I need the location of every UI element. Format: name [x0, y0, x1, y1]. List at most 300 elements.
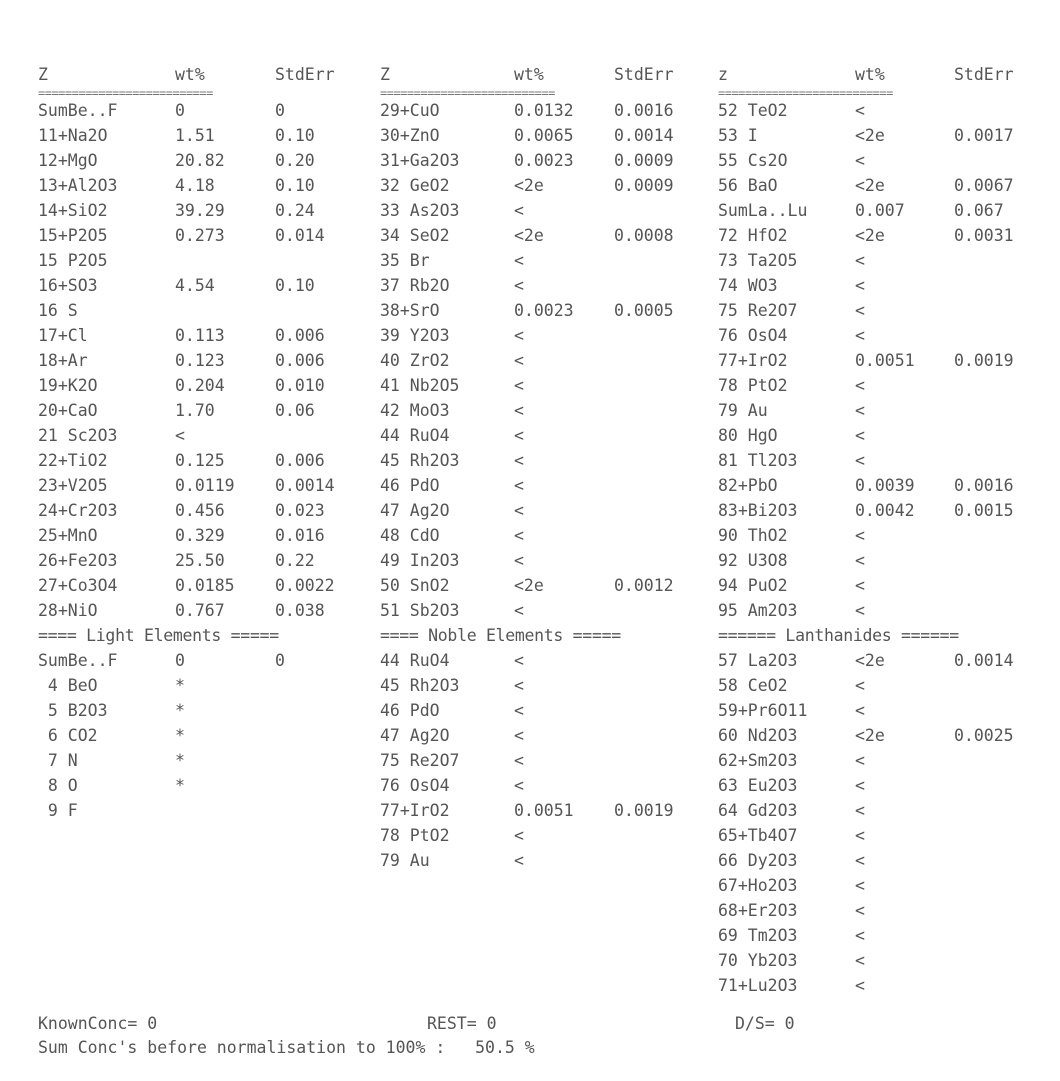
wt-value: 1.70 — [175, 401, 215, 420]
element-name: 62+Sm2O3 — [718, 751, 798, 770]
wt-value: * — [175, 751, 185, 770]
table-row — [718, 773, 1036, 798]
section-title-noble-elements: ==== Noble Elements ===== — [380, 626, 621, 645]
element-name: 32 GeO2 — [380, 176, 450, 195]
wt-value: < — [855, 551, 865, 570]
element-name: 45 Rh2O3 — [380, 676, 460, 695]
table-row — [38, 248, 356, 273]
section-title-lanthanides: ====== Lanthanides ====== — [718, 626, 959, 645]
element-name: 38+SrO — [380, 301, 440, 320]
table-row — [38, 423, 356, 448]
table-row — [718, 873, 1036, 898]
table-row — [38, 723, 356, 748]
wt-value: < — [514, 726, 524, 745]
table-row — [718, 598, 1036, 623]
table-row — [718, 323, 1036, 348]
stderr-value: 0.067 — [954, 201, 1004, 220]
table-row — [38, 673, 356, 698]
wt-value: < — [855, 276, 865, 295]
table-row — [380, 398, 698, 423]
stderr-value: 0.24 — [275, 201, 315, 220]
table-row — [718, 273, 1036, 298]
known-conc-label: KnownConc= 0 — [38, 1014, 158, 1033]
stderr-value: 0.0019 — [954, 351, 1014, 370]
element-name: 80 HgO — [718, 426, 778, 445]
table-row — [380, 198, 698, 223]
element-name: 48 CdO — [380, 526, 440, 545]
header-stderr: StdErr — [275, 65, 335, 84]
table-row — [718, 798, 1036, 823]
wt-value: < — [514, 476, 524, 495]
wt-value: 0 — [175, 101, 185, 120]
table-row — [718, 748, 1036, 773]
table-row — [380, 123, 698, 148]
element-name: 79 Au — [380, 851, 430, 870]
stderr-value: 0.0016 — [954, 476, 1014, 495]
element-name: 69 Tm2O3 — [718, 926, 798, 945]
stderr-value: 0 — [275, 651, 285, 670]
table-row — [380, 248, 698, 273]
element-name: 72 HfO2 — [718, 226, 788, 245]
element-name: 77+IrO2 — [380, 801, 450, 820]
table-row — [380, 498, 698, 523]
table-row — [718, 148, 1036, 173]
stderr-value: 0.006 — [275, 351, 325, 370]
stderr-value: 0.010 — [275, 376, 325, 395]
wt-value: < — [514, 826, 524, 845]
wt-value: 0.204 — [175, 376, 225, 395]
wt-value: 0.0039 — [855, 476, 915, 495]
stderr-value: 0.014 — [275, 226, 325, 245]
stderr-value: 0.038 — [275, 601, 325, 620]
stderr-value: 0.006 — [275, 451, 325, 470]
element-name: 46 PdO — [380, 476, 440, 495]
table-row — [38, 98, 356, 123]
header-stderr: StdErr — [954, 65, 1014, 84]
element-name: 14+SiO2 — [38, 201, 108, 220]
table-row — [380, 723, 698, 748]
element-name: 8 O — [38, 776, 78, 795]
wt-value: < — [855, 301, 865, 320]
element-name: 20+CaO — [38, 401, 98, 420]
wt-value: <2e — [514, 176, 544, 195]
element-name: SumLa..Lu — [718, 201, 808, 220]
stderr-value: 0.006 — [275, 326, 325, 345]
wt-value: 0.456 — [175, 501, 225, 520]
table-row — [380, 373, 698, 398]
element-name: 51 Sb2O3 — [380, 601, 460, 620]
wt-value: 4.54 — [175, 276, 215, 295]
element-name: 58 CeO2 — [718, 676, 788, 695]
table-row — [380, 348, 698, 373]
table-row — [38, 798, 356, 823]
element-name: 13+Al2O3 — [38, 176, 118, 195]
element-name: 73 Ta2O5 — [718, 251, 798, 270]
table-row — [718, 298, 1036, 323]
table-row — [718, 948, 1036, 973]
table-row — [38, 748, 356, 773]
table-row — [38, 448, 356, 473]
wt-value: < — [855, 776, 865, 795]
wt-value: 0 — [175, 651, 185, 670]
element-name: 21 Sc2O3 — [38, 426, 118, 445]
element-name: 95 Am2O3 — [718, 601, 798, 620]
stderr-value: 0.0014 — [954, 651, 1014, 670]
noble-element-rows — [380, 648, 698, 873]
table-row — [718, 498, 1036, 523]
element-name: 5 B2O3 — [38, 701, 108, 720]
wt-value: < — [514, 776, 524, 795]
table-row — [718, 373, 1036, 398]
table-row — [380, 698, 698, 723]
wt-value: <2e — [855, 176, 885, 195]
wt-value: * — [175, 776, 185, 795]
element-name: 26+Fe2O3 — [38, 551, 118, 570]
table-row — [38, 698, 356, 723]
element-name: 76 OsO4 — [718, 326, 788, 345]
stderr-value: 0.0017 — [954, 126, 1014, 145]
header-wt: wt% — [514, 65, 544, 84]
table-row — [38, 123, 356, 148]
element-name: 82+PbO — [718, 476, 778, 495]
element-name: 4 BeO — [38, 676, 98, 695]
element-name: 81 Tl2O3 — [718, 451, 798, 470]
wt-value: <2e — [855, 651, 885, 670]
wt-value: 0.0119 — [175, 476, 235, 495]
table-row — [718, 548, 1036, 573]
wt-value: < — [855, 976, 865, 995]
wt-value: < — [175, 426, 185, 445]
wt-value: < — [514, 501, 524, 520]
wt-value: * — [175, 701, 185, 720]
wt-value: < — [855, 751, 865, 770]
stderr-value: 0.0014 — [614, 126, 674, 145]
wt-value: 0.767 — [175, 601, 225, 620]
header-rule: ========================== — [38, 88, 213, 98]
table-row — [718, 173, 1036, 198]
element-name: 68+Er2O3 — [718, 901, 798, 920]
wt-value: < — [855, 701, 865, 720]
wt-value: < — [855, 451, 865, 470]
stderr-value: 0.10 — [275, 126, 315, 145]
element-name: 15 P2O5 — [38, 251, 108, 270]
wt-value: < — [855, 926, 865, 945]
table-row — [380, 223, 698, 248]
table-row — [380, 573, 698, 598]
stderr-value: 0.0012 — [614, 576, 674, 595]
table-row — [38, 598, 356, 623]
column-header — [38, 62, 356, 88]
table-row — [380, 673, 698, 698]
table-row — [380, 173, 698, 198]
wt-value: < — [514, 751, 524, 770]
element-name: 19+K2O — [38, 376, 98, 395]
table-row — [718, 448, 1036, 473]
element-name: 52 TeO2 — [718, 101, 788, 120]
element-name: 66 Dy2O3 — [718, 851, 798, 870]
element-name: SumBe..F — [38, 101, 118, 120]
stderr-value: 0.0005 — [614, 301, 674, 320]
stderr-value: 0.10 — [275, 176, 315, 195]
element-name: 23+V2O5 — [38, 476, 108, 495]
table-row — [718, 223, 1036, 248]
element-name: 47 Ag2O — [380, 726, 450, 745]
wt-value: 1.51 — [175, 126, 215, 145]
wt-value: < — [514, 601, 524, 620]
table-row — [38, 273, 356, 298]
wt-value: < — [514, 251, 524, 270]
table-row — [718, 923, 1036, 948]
table-row — [380, 798, 698, 823]
wt-value: < — [514, 551, 524, 570]
element-name: 90 ThO2 — [718, 526, 788, 545]
element-name: 9 F — [38, 801, 78, 820]
table-row — [380, 148, 698, 173]
table-row — [718, 898, 1036, 923]
wt-value: < — [855, 101, 865, 120]
wt-value: 0.0185 — [175, 576, 235, 595]
table-row — [380, 473, 698, 498]
stderr-value: 0.016 — [275, 526, 325, 545]
element-name: 7 N — [38, 751, 78, 770]
element-name: 40 ZrO2 — [380, 351, 450, 370]
table-row — [38, 398, 356, 423]
wt-value: < — [855, 576, 865, 595]
wt-value: * — [175, 726, 185, 745]
table-row — [38, 323, 356, 348]
table-row — [718, 673, 1036, 698]
column-2 — [380, 62, 698, 873]
table-row — [38, 648, 356, 673]
stderr-value: 0.06 — [275, 401, 315, 420]
table-row — [718, 398, 1036, 423]
header-z: Z — [38, 65, 48, 84]
stderr-value: 0.22 — [275, 551, 315, 570]
stderr-value: 0.0067 — [954, 176, 1014, 195]
table-row — [718, 248, 1036, 273]
element-name: 15+P2O5 — [38, 226, 108, 245]
table-row — [718, 848, 1036, 873]
header-z: z — [718, 65, 728, 84]
stderr-value: 0.023 — [275, 501, 325, 520]
element-name: 6 CO2 — [38, 726, 98, 745]
wt-value: 0.0023 — [514, 301, 574, 320]
wt-value: < — [514, 326, 524, 345]
stderr-value: 0.0015 — [954, 501, 1014, 520]
light-element-rows — [38, 648, 356, 823]
table-row — [380, 823, 698, 848]
wt-value: 0.0042 — [855, 501, 915, 520]
stderr-value: 0 — [275, 101, 285, 120]
wt-value: < — [514, 526, 524, 545]
main-rows — [718, 98, 1036, 623]
wt-value: < — [855, 876, 865, 895]
wt-value: < — [855, 676, 865, 695]
element-name: 35 Br — [380, 251, 430, 270]
column-3 — [718, 62, 1036, 998]
table-row — [38, 148, 356, 173]
wt-value: < — [855, 326, 865, 345]
wt-value: < — [514, 376, 524, 395]
table-row — [718, 573, 1036, 598]
table-row — [38, 548, 356, 573]
element-name: 39 Y2O3 — [380, 326, 450, 345]
element-name: 16 S — [38, 301, 78, 320]
stderr-value: 0.0008 — [614, 226, 674, 245]
table-row — [718, 523, 1036, 548]
element-name: 53 I — [718, 126, 758, 145]
table-row — [718, 98, 1036, 123]
element-name: 59+Pr6O11 — [718, 701, 808, 720]
stderr-value: 0.10 — [275, 276, 315, 295]
wt-value: < — [855, 426, 865, 445]
table-row — [380, 98, 698, 123]
element-name: 65+Tb4O7 — [718, 826, 798, 845]
sum-conc-label: Sum Conc's before normalisation to 100% : 50.5 % — [38, 1038, 535, 1057]
element-name: 11+Na2O — [38, 126, 108, 145]
table-row — [718, 423, 1036, 448]
element-name: 42 MoO3 — [380, 401, 450, 420]
element-name: 57 La2O3 — [718, 651, 798, 670]
table-row — [38, 773, 356, 798]
wt-value: < — [855, 151, 865, 170]
element-name: 33 As2O3 — [380, 201, 460, 220]
wt-value: 0.273 — [175, 226, 225, 245]
stderr-value: 0.0019 — [614, 801, 674, 820]
wt-value: 0.0132 — [514, 101, 574, 120]
element-name: 50 SnO2 — [380, 576, 450, 595]
element-name: 29+CuO — [380, 101, 440, 120]
wt-value: 0.329 — [175, 526, 225, 545]
wt-value: < — [514, 451, 524, 470]
element-name: SumBe..F — [38, 651, 118, 670]
table-row — [380, 548, 698, 573]
wt-value: <2e — [855, 226, 885, 245]
header-wt: wt% — [175, 65, 205, 84]
element-name: 41 Nb2O5 — [380, 376, 460, 395]
table-row — [718, 698, 1036, 723]
stderr-value: 0.0014 — [275, 476, 335, 495]
header-rule: ========================== — [380, 88, 555, 98]
element-name: 56 BaO — [718, 176, 778, 195]
table-row — [718, 648, 1036, 673]
header-stderr: StdErr — [614, 65, 674, 84]
column-1 — [38, 62, 356, 823]
element-name: 75 Re2O7 — [718, 301, 798, 320]
table-row — [380, 298, 698, 323]
element-name: 45 Rh2O3 — [380, 451, 460, 470]
element-name: 55 Cs2O — [718, 151, 788, 170]
table-row — [380, 423, 698, 448]
stderr-value: 0.0022 — [275, 576, 335, 595]
element-name: 92 U3O8 — [718, 551, 788, 570]
element-name: 78 PtO2 — [380, 826, 450, 845]
wt-value: < — [514, 351, 524, 370]
wt-value: < — [514, 276, 524, 295]
element-name: 94 PuO2 — [718, 576, 788, 595]
element-name: 64 Gd2O3 — [718, 801, 798, 820]
header-z: Z — [380, 65, 390, 84]
element-name: 16+SO3 — [38, 276, 98, 295]
table-row — [718, 348, 1036, 373]
stderr-value: 0.0009 — [614, 176, 674, 195]
table-row — [380, 773, 698, 798]
element-name: 24+Cr2O3 — [38, 501, 118, 520]
element-name: 60 Nd2O3 — [718, 726, 798, 745]
table-row — [38, 573, 356, 598]
wt-value: < — [514, 401, 524, 420]
element-name: 25+MnO — [38, 526, 98, 545]
stderr-value: 0.0025 — [954, 726, 1014, 745]
stderr-value: 0.20 — [275, 151, 315, 170]
stderr-value: 0.0009 — [614, 151, 674, 170]
element-name: 44 RuO4 — [380, 426, 450, 445]
element-name: 49 In2O3 — [380, 551, 460, 570]
wt-value: < — [855, 601, 865, 620]
table-row — [38, 223, 356, 248]
header-wt: wt% — [855, 65, 885, 84]
wt-value: 0.123 — [175, 351, 225, 370]
wt-value: < — [514, 426, 524, 445]
wt-value: < — [514, 201, 524, 220]
stderr-value: 0.0031 — [954, 226, 1014, 245]
table-row — [380, 848, 698, 873]
table-row — [38, 298, 356, 323]
table-row — [38, 173, 356, 198]
element-name: 31+Ga2O3 — [380, 151, 460, 170]
wt-value: 4.18 — [175, 176, 215, 195]
element-name: 34 SeO2 — [380, 226, 450, 245]
wt-value: < — [855, 526, 865, 545]
column-header — [718, 62, 1036, 88]
element-name: 27+Co3O4 — [38, 576, 118, 595]
wt-value: < — [855, 801, 865, 820]
table-row — [718, 723, 1036, 748]
table-row — [38, 373, 356, 398]
wt-value: < — [855, 826, 865, 845]
wt-value: 20.82 — [175, 151, 225, 170]
wt-value: 25.50 — [175, 551, 225, 570]
rest-label: REST= 0 — [427, 1014, 497, 1033]
element-name: 17+Cl — [38, 326, 88, 345]
ds-label: D/S= 0 — [735, 1014, 795, 1033]
element-name: 63 Eu2O3 — [718, 776, 798, 795]
element-name: 77+IrO2 — [718, 351, 788, 370]
table-row — [380, 648, 698, 673]
wt-value: 0.113 — [175, 326, 225, 345]
wt-value: < — [855, 951, 865, 970]
wt-value: <2e — [514, 576, 544, 595]
wt-value: 0.0023 — [514, 151, 574, 170]
element-name: 44 RuO4 — [380, 651, 450, 670]
element-name: 70 Yb2O3 — [718, 951, 798, 970]
wt-value: < — [514, 851, 524, 870]
wt-value: <2e — [855, 726, 885, 745]
wt-value: < — [514, 651, 524, 670]
element-name: 37 Rb2O — [380, 276, 450, 295]
table-row — [38, 348, 356, 373]
wt-value: < — [514, 676, 524, 695]
table-row — [380, 598, 698, 623]
wt-value: 39.29 — [175, 201, 225, 220]
wt-value: <2e — [514, 226, 544, 245]
header-rule: ========================== — [718, 88, 893, 98]
table-row — [38, 198, 356, 223]
wt-value: < — [855, 376, 865, 395]
element-name: 75 Re2O7 — [380, 751, 460, 770]
table-row — [718, 973, 1036, 998]
main-rows — [38, 98, 356, 623]
